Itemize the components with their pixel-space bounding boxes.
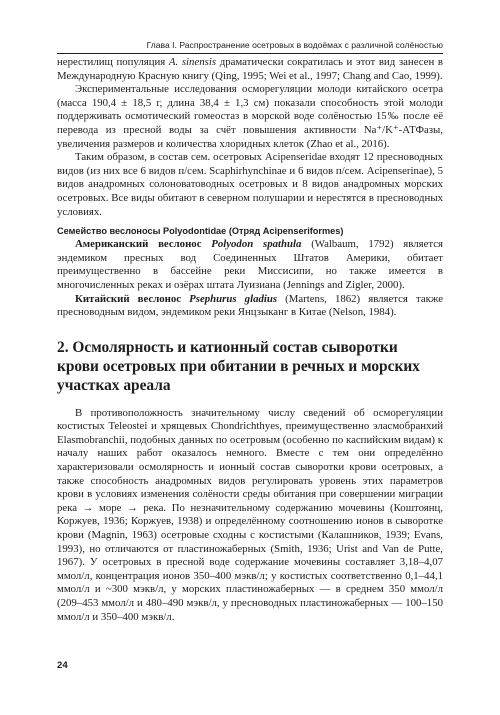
- page-number: 24: [57, 660, 68, 671]
- paragraph-american-paddlefish: [57, 238, 443, 292]
- common-name: Китайский веслонос: [75, 292, 190, 305]
- paragraph-continuation: [57, 56, 443, 83]
- paragraph-text: (Martens, 1862) является также пресноводным видом, эндемиком реки Янцзыканг в Китае (Nelson, 1984).: [57, 292, 443, 319]
- section-heading: 2. Осмолярность и катионный состав сыворотки крови осетровых при обитании в речных и морских участках ареала: [57, 338, 420, 394]
- page-body: [57, 56, 443, 624]
- paragraph-experiment: Экспериментальные исследования осморегуляции молоди китайского осетра (масса 190,4 ± 18,5 г, длина 38,4 ± 1,3 см) показали способность этой молоди поддерживать осмотический гомеостаз в морской воде солёностью 15‰ после её перевода из пресной воды за счёт повышения активности Na⁺/K⁺-АТФазы, увеличения размеров и количества хлоридных клеток (Zhao et al., 2016).: [57, 83, 443, 150]
- species-name: Psephurus gladius: [189, 292, 278, 305]
- species-name: A. sinensis: [168, 56, 217, 68]
- header-rule: [57, 53, 443, 54]
- common-name: Американский веслонос: [75, 238, 212, 251]
- species-name: Polyodon spathula: [211, 238, 302, 251]
- book-page: [57, 0, 443, 715]
- running-head: Глава I. Распространение осетровых в водоёмах с различной солёностью: [146, 40, 443, 50]
- paragraph-chinese-paddlefish: [57, 293, 443, 320]
- paragraph-summary: Таким образом, в состав сем. осетровых Acipenseridae входят 12 пресноводных видов (из них все 6 видов п/сем. Scaphirhynchinae и 6 видов п/сем. Acipenserinae), 5 видов анадромных солоноватоводных осетровых и 8 видов анадромных морских осетровых. Все виды обитают в северном полушарии и нерестятся в пресноводных условиях.: [57, 151, 443, 218]
- paragraph-text: (Walbaum, 1792) является эндемиком пресных вод Соединенных Штатов Америки, обитает преимущественно в бассейне реки Миссисипи, но также имеется в многочисленных реках и озёрах штата Луизиана (Jennings and Zigler, 2000).: [57, 238, 443, 291]
- paragraph-osmolarity: В противоположность значительному числу сведений об осморегуляции костистых Teleostei и хрящевых Chondrichthyes, преимущественно эласмобранхий Elasmobranchii, подобных данных по осетровым (особенно по каспийским видам) к началу наших работ оказалось немного. Вместе с тем они определённо характеризовали осмолярность и ионный состав сыворотки крови осетровых, а также способность анадромных видов регулировать уровень этих параметров крови в условиях изменения солёности среды обитания при совершении миграции река → море → река. По незначительному содержанию мочевины (Коштоянц, Коржуев, 1936; Коржуев, 1938) и определённому соотношению ионов в сыворотке крови (Magnin, 1963) осетровые сходны с костистыми (Калашников, 1939; Evans, 1993), но отличаются от пластиножаберных (Smith, 1936; Urist and Van de Putte, 1967). У осетровых в пресной воде содержание мочевины составляет 3,18–4,07 ммол/л, концентрация ионов 350–400 мэкв/л; у костистых соответственно 0,1–44,1 ммол/л и ~300 мэкв/л, у морских пластиножаберных — в среднем 350 ммол/л (209–453 ммол/л и 480–490 мэкв/л, у пресноводных пластиножаберных — 100–150 ммол/л и 350–400 мэкв/л.: [57, 406, 443, 623]
- para1-text-b: драматически сократилась и этот вид занесен в Международную Красную книгу (Qing, 1995; Wei et al., 1997; Chang and Cao, 1999).: [57, 56, 444, 82]
- para1-text-a: нерестилищ популяция: [57, 56, 169, 68]
- family-heading: Семейство веслоносы Polyodontidae (Отряд Acipenseriformes): [57, 226, 344, 237]
